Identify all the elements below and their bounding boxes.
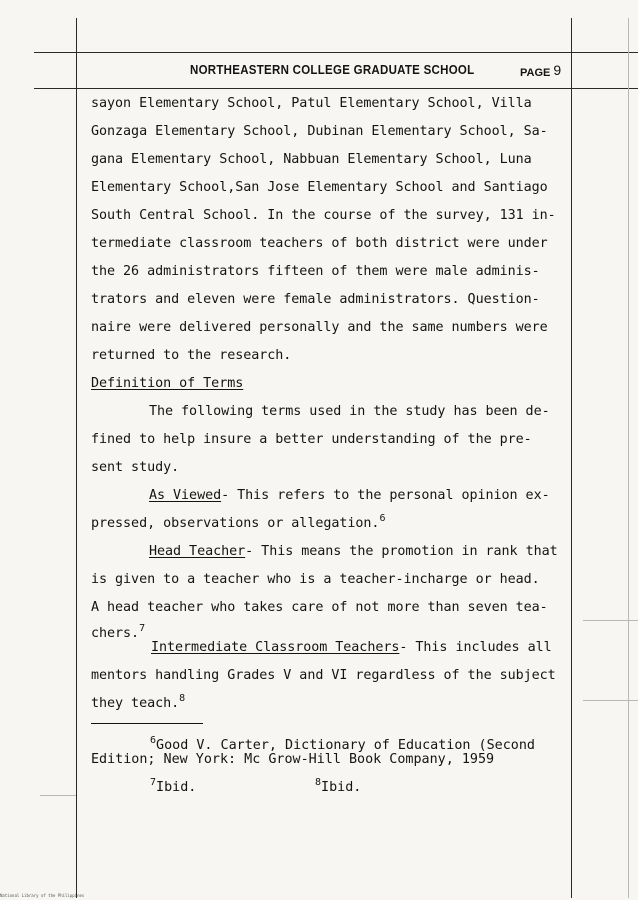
footnote-6-number: 6 bbox=[150, 735, 157, 746]
footnote-7-number: 7 bbox=[150, 777, 157, 788]
header-title: NORTHEASTERN COLLEGE GRADUATE SCHOOL bbox=[190, 63, 475, 77]
footnote-8 bbox=[315, 777, 362, 796]
term2-line-3: A head teacher who takes care of not more than seven tea- bbox=[91, 600, 548, 615]
footnote-6-text: Good V. Carter, Dictionary of Education (Second bbox=[156, 738, 535, 753]
body-line-5: South Central School. In the course of the survey, 131 in- bbox=[91, 208, 556, 223]
body-line-7: the 26 administrators fifteen of them were male adminis- bbox=[91, 264, 540, 279]
intro-line-3: sent study. bbox=[91, 460, 180, 475]
page-number-label bbox=[520, 63, 561, 79]
body-line-4: Elementary School,San Jose Elementary School and Santiago bbox=[91, 180, 548, 195]
footnote-ref-7: 7 bbox=[139, 623, 146, 634]
term1-line-2 bbox=[91, 513, 386, 532]
term1-line2-text: pressed, observations or allegation. bbox=[91, 516, 380, 531]
intro-line-1: The following terms used in the study has been de- bbox=[149, 404, 550, 419]
bottom-left-rule bbox=[40, 795, 76, 796]
right-margin-rule bbox=[571, 18, 572, 898]
term1-line-1 bbox=[149, 488, 550, 504]
body-line-9: naire were delivered personally and the same numbers were bbox=[91, 320, 548, 335]
term2-line-1 bbox=[149, 544, 558, 560]
page-header bbox=[190, 63, 570, 83]
term2-name: Head Teacher bbox=[149, 544, 246, 559]
term3-line-3 bbox=[91, 693, 186, 712]
footnote-6-line-2: Edition; New York: Mc Grow-Hill Book Company, 1959 bbox=[91, 752, 495, 767]
footnote-7 bbox=[150, 777, 197, 796]
right-lower-rule bbox=[583, 700, 638, 701]
term2-line-4 bbox=[91, 623, 146, 642]
page-label: PAGE bbox=[520, 67, 551, 79]
term3-line3-text: they teach. bbox=[91, 696, 180, 711]
term3-line-1 bbox=[151, 640, 552, 656]
term2-line1-rest: - This means the promotion in rank that bbox=[245, 544, 558, 559]
section-heading: Definition of Terms bbox=[91, 376, 244, 391]
header-bottom-rule bbox=[34, 88, 638, 89]
body-line-8: trators and eleven were female administrators. Question- bbox=[91, 292, 540, 307]
term3-name: Intermediate Classroom Teachers bbox=[151, 640, 400, 655]
scan-source-note: National Library of the Philippines bbox=[0, 893, 85, 898]
term3-line1-rest: - This includes all bbox=[399, 640, 552, 655]
term3-line-2: mentors handling Grades V and VI regardless of the subject bbox=[91, 668, 556, 683]
header-top-rule bbox=[34, 52, 638, 53]
footnote-separator bbox=[91, 723, 203, 724]
body-line-1: sayon Elementary School, Patul Elementary School, Villa bbox=[91, 96, 532, 111]
footnote-8-number: 8 bbox=[315, 777, 322, 788]
body-line-6: termediate classroom teachers of both district were under bbox=[91, 236, 548, 251]
footnote-ref-6: 6 bbox=[379, 513, 386, 524]
intro-line-2: fined to help insure a better understanding of the pre- bbox=[91, 432, 532, 447]
right-edge-rule bbox=[628, 18, 629, 898]
term2-line-2: is given to a teacher who is a teacher-incharge or head. bbox=[91, 572, 540, 587]
footnote-7-text: Ibid. bbox=[156, 780, 197, 795]
footnote-ref-8: 8 bbox=[179, 693, 186, 704]
page-number: 9 bbox=[553, 62, 562, 78]
term2-line4-text: chers. bbox=[91, 626, 140, 641]
left-margin-rule bbox=[76, 18, 77, 898]
body-line-2: Gonzaga Elementary School, Dubinan Elementary School, Sa- bbox=[91, 124, 548, 139]
body-line-3: gana Elementary School, Nabbuan Elementary School, Luna bbox=[91, 152, 532, 167]
body-line-10: returned to the research. bbox=[91, 348, 292, 363]
footnote-8-text: Ibid. bbox=[321, 780, 362, 795]
term1-line1-rest: - This refers to the personal opinion ex- bbox=[221, 488, 550, 503]
right-mid-rule bbox=[583, 620, 638, 621]
term1-name: As Viewed bbox=[149, 488, 222, 503]
